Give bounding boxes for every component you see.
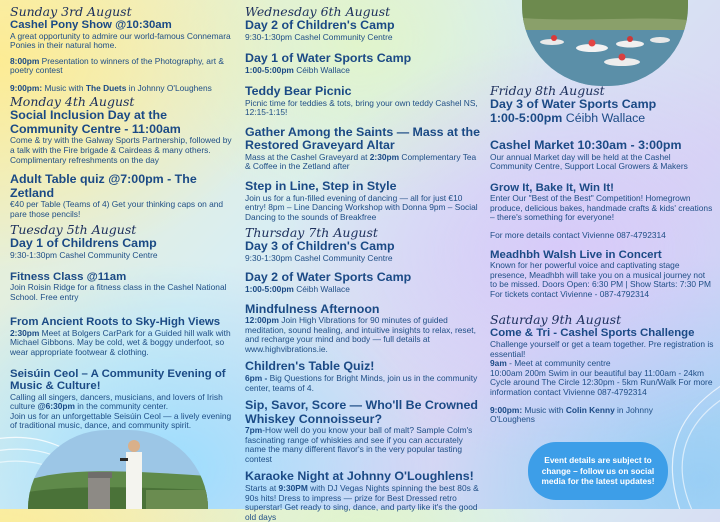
event-title-camp-day1: Day 1 of Childrens Camp	[10, 236, 157, 251]
event-title-market: Cashel Market 10:30am - 3:00pm	[490, 138, 682, 152]
event-desc-line-dancing: Join us for a fun-filled evening of dancing — all for just €10 entry! 8pm – Line Dancing Workshop with Donna 9pm – Social Dancing to the sounds of Breakfree	[245, 192, 478, 222]
event-desc-seisiun-ceol-2: Join us for an unforgettable Seisúin Ceol — a lively evening of traditional music, dance, and community spirit.	[10, 410, 232, 431]
event-title-kids-quiz: Children's Table Quiz!	[245, 359, 375, 374]
event-desc-camp-day3: 9:30-1:30pm Cashel Community Centre	[245, 252, 393, 263]
event-title-meadhbh-walsh: Meadhbh Walsh Live in Concert	[490, 248, 662, 261]
event-desc-fitness: Join Roisin Ridge for a fitness class in the Cashel National School. Free entry	[10, 282, 227, 302]
event-contact-grow-bake-win: For more details contact Vivienne 087-4792314	[490, 229, 666, 240]
event-desc-come-and-tri: Challenge yourself or get a team together. Pre registration is essential!	[490, 338, 714, 359]
column-sunday-to-tuesday	[10, 0, 236, 431]
event-title-camp-day2: Day 2 of Children's Camp	[245, 18, 395, 32]
event-title-water-day1: Day 1 of Water Sports Camp	[245, 51, 412, 66]
event-title-grow-bake-win: Grow It, Bake It, Win It!	[490, 181, 614, 194]
notice-subject-to-change: Event details are subject to change – follow us on social media for the latest updates!	[528, 442, 668, 500]
event-title-teddy-picnic: Teddy Bear Picnic	[245, 84, 352, 99]
event-title-pony-show: Cashel Pony Show @10:30am	[10, 19, 172, 31]
event-desc-seisiun-ceol: Calling all singers, dancers, musicians, and lovers of Irish culture @6:30pm in the community center.	[10, 391, 223, 412]
event-title-adult-quiz: Adult Table quiz @7:00pm - The Zetland	[10, 172, 197, 200]
event-title-come-and-tri: Come & Tri - Cashel Sports Challenge	[490, 327, 695, 340]
event-desc-teddy-picnic: Picnic time for teddies & tots, bring your own teddy Cashel NS, 12:15-1:15!	[245, 97, 478, 118]
event-desc-karaoke: Starts at 9:30PM with DJ Vegas Nights spinning the best 80s & 90s hits! Dress to impress — prize for Best Dressed retro superstar! Get ready to sing, dance, and party like it's the good old days	[245, 482, 479, 522]
event-title-fitness: Fitness Class @11am	[10, 270, 127, 283]
column-friday-saturday	[490, 0, 714, 425]
day-heading-saturday: Saturday 9th August	[490, 312, 622, 328]
event-title-water-day2: Day 2 of Water Sports Camp	[245, 270, 412, 285]
event-desc-adult-quiz: €40 per Table (Teams of 4) Get your thinking caps on and pare those pencils!	[10, 199, 224, 219]
event-title-social-inclusion: Social Inclusion Day at the Community Centre - 11:00am	[10, 108, 181, 136]
day-heading-tuesday: Tuesday 5th August	[10, 222, 137, 238]
event-desc-water-day1: 1:00-5:00pm Céibh Wallace	[245, 64, 350, 75]
event-desc-water-day2: 1:00-5:00pm Céibh Wallace	[245, 283, 350, 294]
day-heading-friday: Friday 8th August	[490, 83, 605, 98]
event-desc-social-inclusion: Come & try with the Galway Sports Partnership, followed by a talk with the Fire brigade & Cairdeas & many others. Complimentary refreshments on the day	[10, 135, 232, 165]
event-desc-ancient-roots: 2:30pm Meet at Bolgers CarPark for a Guided hill walk with Michael Gibbons. May be cold, wet & boggy underfoot, so wear appropriate footwear & clothing.	[10, 327, 231, 357]
event-desc-camp-day1: 9:30-1:30pm Cashel Community Centre	[10, 249, 158, 260]
event-desc-water-day3: 1:00-5:00pm Céibh Wallace	[490, 110, 646, 125]
event-desc-duets: 9:00pm: Music with The Duets in Johnny O'Loughens	[10, 82, 212, 93]
event-desc-pony-show: A great opportunity to admire our world-famous Connemara Ponies in their natural home.	[10, 30, 231, 51]
event-desc-kids-quiz: 6pm - Big Questions for Bright Minds, join us in the community center, teams of 4.	[245, 372, 478, 393]
event-schedule-come-and-tri: 10:00am 200m Swim in our beautiful bay 11:00am - 24km Cycle around The Circle 12:30pm - 5km Run/Walk For more information contact Vivienne 087-4792314	[490, 367, 713, 397]
event-desc-mindfulness: 12:00pm Join High Vibrations for 90 minutes of guided meditation, sound healing, and intuitive insights to relax, reset, and recharge your mind and body — full details at www.highvibrations.ie.	[245, 315, 476, 354]
event-desc-colin-kenny: 9:00pm: Music with Colin Kenny in Johnny O'Loughens	[490, 404, 653, 425]
event-title-ancient-roots: From Ancient Roots to Sky-High Views	[10, 316, 221, 329]
column-wednesday-thursday	[245, 0, 481, 522]
event-title-water-day3: Day 3 of Water Sports Camp	[490, 97, 657, 111]
event-title-mindfulness: Mindfulness Afternoon	[245, 301, 380, 316]
event-title-graveyard-mass: Gather Among the Saints — Mass at the Restored Graveyard Altar	[245, 124, 481, 153]
event-desc-presentation: 8:00pm Presentation to winners of the Photography, art & poetry contest	[10, 55, 224, 76]
day-heading-thursday: Thursday 7th August	[245, 225, 378, 241]
event-title-seisiun-ceol: Seisúin Ceol – A Community Evening of Music & Culture!	[10, 367, 226, 392]
event-title-karaoke: Karaoke Night at Johnny O'Loughlens!	[245, 469, 474, 484]
event-desc-grow-bake-win: Enter Our "Best of the Best" Competition! Homegrown produce, delicious bakes, handmade crafts & kids' creations – there's something for everyone!	[490, 193, 713, 223]
event-title-camp-day3: Day 3 of Children's Camp	[245, 239, 395, 254]
event-title-whiskey: Sip, Savor, Score — Who'll Be Crowned Whiskey Connoisseur?	[245, 398, 478, 426]
event-desc-meadhbh-walsh: Known for her powerful voice and captivating stage presence, Meadhbh will take you on a musical journey not to be missed. Doors Open: 6:30 PM | Show Starts: 7:30 PM For tickets contact Vivienne - 087-4792314	[490, 260, 711, 299]
event-desc-come-and-tri-meet: 9am - Meet at community centre	[490, 358, 611, 369]
event-desc-graveyard-mass: Mass at the Cashel Graveyard at 2:30pm Complementary Tea & Coffee in the Zetland after	[245, 151, 477, 172]
event-desc-camp-day2: 9:30-1:30pm Cashel Community Centre	[245, 31, 393, 42]
event-desc-market: Our annual Market day will be held at the Cashel Community Centre, Support Local Growers & Makers	[490, 151, 688, 172]
event-title-line-dancing: Step in Line, Step in Style	[245, 179, 397, 194]
day-heading-monday: Monday 4th August	[10, 94, 135, 110]
day-heading-wednesday: Wednesday 6th August	[245, 4, 391, 19]
day-heading-sunday: Sunday 3rd August	[10, 4, 132, 19]
event-desc-whiskey: 7pm-How well do you know your ball of malt? Sample Colm's fascinating range of whiskies and see if you can accurately name the many different flavor's in the very popular tasting contest	[245, 425, 473, 464]
